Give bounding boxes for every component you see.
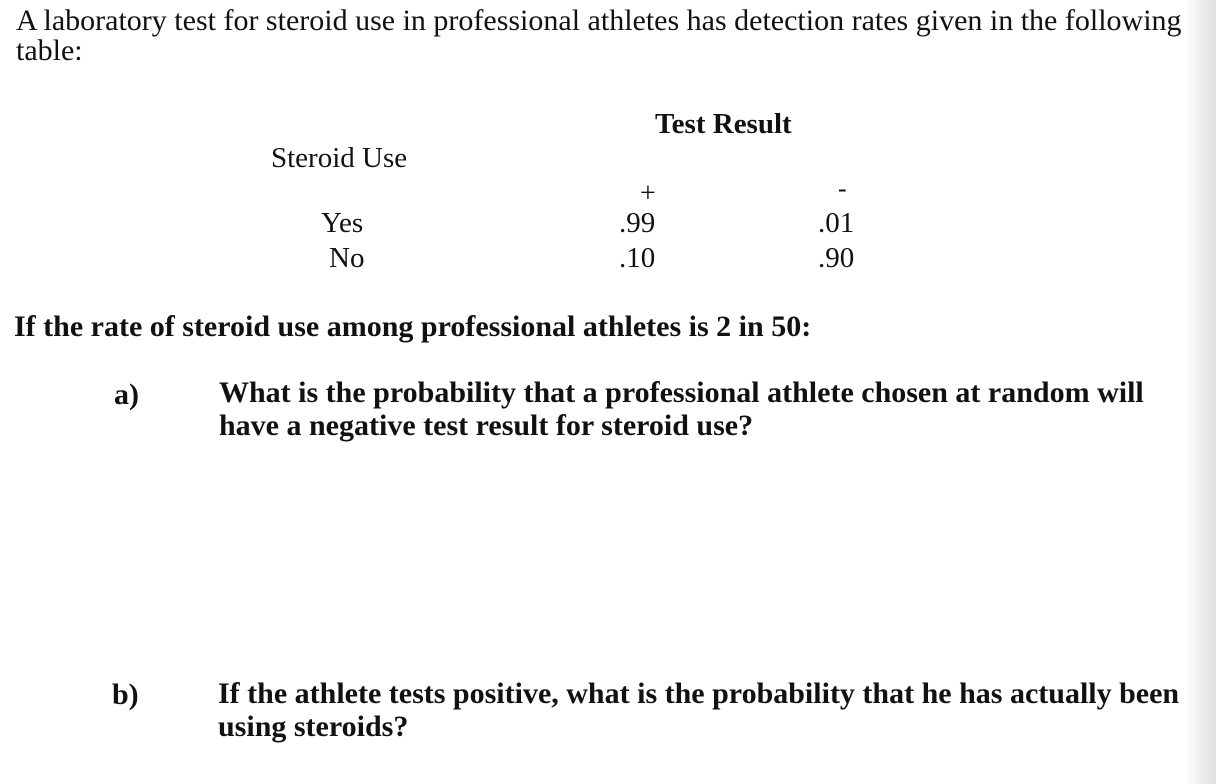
table-title: Test Result <box>655 108 792 140</box>
part-b-question: If the athlete tests positive, what is the probability that he has actually been using steroids? <box>218 677 1180 743</box>
table-row-header: Steroid Use <box>271 142 408 174</box>
column-header-negative: - <box>838 174 847 203</box>
table-cell: .90 <box>818 242 855 274</box>
part-a-label: a) <box>114 378 139 411</box>
row-label-no: No <box>329 242 365 274</box>
table-cell: .10 <box>619 242 656 274</box>
column-header-positive: + <box>640 178 656 209</box>
row-label-yes: Yes <box>321 207 364 239</box>
part-a-question: What is the probability that a professional athlete chosen at random will have a negative test result for steroid use? <box>219 376 1144 442</box>
table-cell: .99 <box>619 207 656 239</box>
part-b-label: b) <box>112 678 139 711</box>
problem-intro: A laboratory test for steroid use in professional athletes has detection rates given in the following table: <box>16 4 1182 67</box>
table-cell: .01 <box>818 207 855 239</box>
problem-condition: If the rate of steroid use among professional athletes is 2 in 50: <box>14 310 812 343</box>
